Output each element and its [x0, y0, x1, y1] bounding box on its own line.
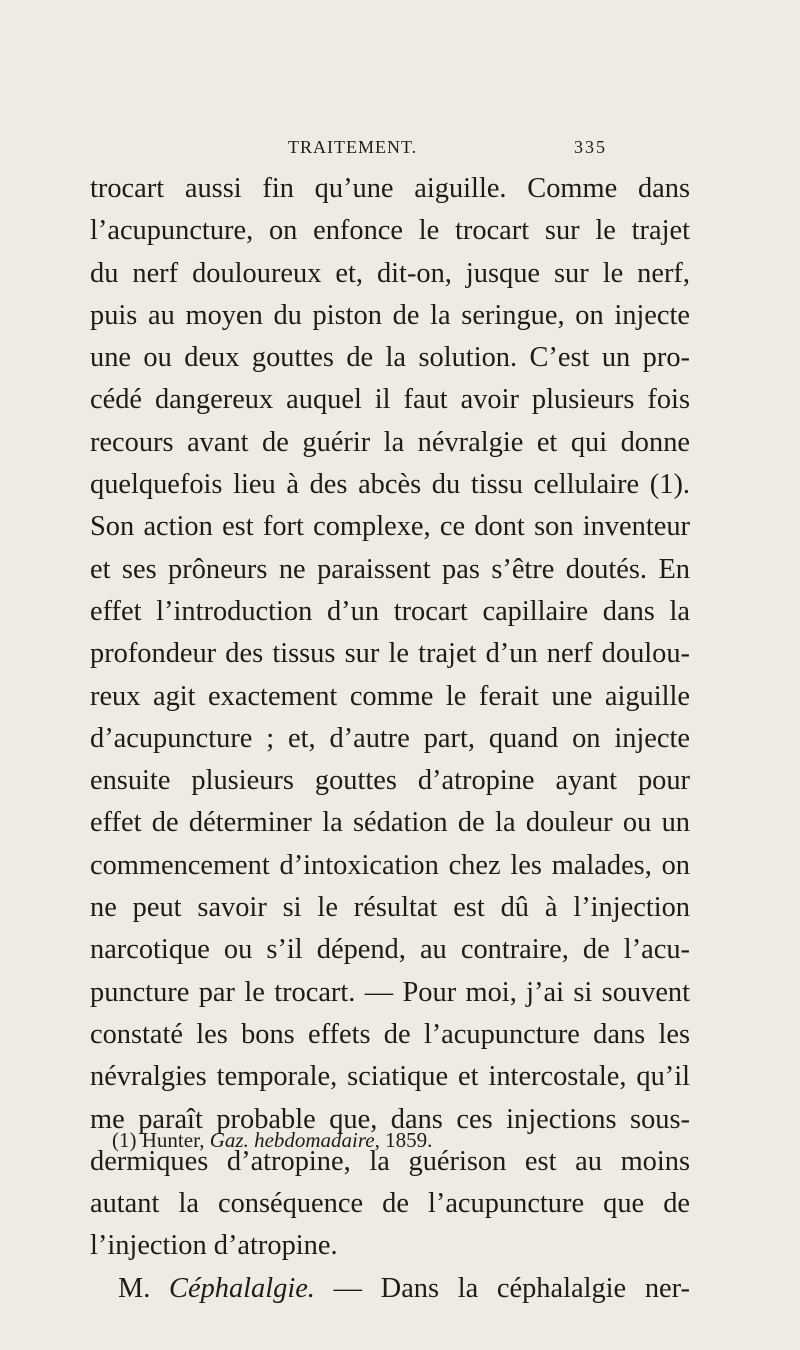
footnote [112, 1128, 432, 1153]
text-line: recours avant de guérir la névralgie et qui donne [90, 426, 690, 458]
text-line: autant la conséquence de l’acupuncture que de [90, 1188, 690, 1220]
text-line: profondeur des tissus sur le trajet d’un nerf doulou- [90, 638, 690, 670]
footnote-journal: Gaz. hebdomadaire, [209, 1128, 380, 1152]
section-line [90, 1268, 690, 1310]
text-line: narcotique ou s’il dépend, au contraire, de l’acu- [90, 934, 690, 966]
text-line: névralgies temporale, sciatique et intercostale, qu’il [90, 1061, 690, 1093]
text-line: quelquefois lieu à des abcès du tissu cellulaire (1). [90, 469, 690, 501]
text-line: puncture par le trocart. — Pour moi, j’ai si souvent [90, 976, 690, 1008]
text-line: constaté les bons effets de l’acupuncture dans les [90, 1018, 690, 1050]
text-line: et ses prôneurs ne paraissent pas s’être doutés. En [90, 553, 690, 585]
running-title: TRAITEMENT. [288, 137, 418, 157]
text-line: effet de déterminer la sédation de la douleur ou un [90, 807, 690, 839]
text-line: dermiques d’atropine, la guérison est au moins [90, 1145, 690, 1177]
text-line: l’injection d’atropine. [90, 1230, 338, 1262]
text-line: d’acupuncture ; et, d’autre part, quand on injecte [90, 722, 690, 754]
section-heading: Céphalalgie. [169, 1272, 315, 1304]
page-number: 335 [574, 137, 607, 157]
text-line: reux agit exactement comme le ferait une aiguille [90, 680, 690, 712]
section-text: — Dans la céphalalgie ner- [333, 1272, 690, 1304]
text-line: trocart aussi fin qu’une aiguille. Comme dans [90, 173, 690, 204]
text-line: puis au moyen du piston de la seringue, on injecte [90, 299, 690, 331]
text-line: Son action est fort complexe, ce dont son inventeur [90, 511, 690, 543]
footnote-marker: (1) [112, 1128, 137, 1152]
text-line: une ou deux gouttes de la solution. C’est un pro- [90, 342, 690, 374]
text-line: commencement d’intoxication chez les malades, on [90, 849, 690, 881]
section-label: M. [118, 1272, 151, 1304]
text-line: du nerf douloureux et, dit-on, jusque sur le nerf, [90, 257, 690, 289]
text-line: ensuite plusieurs gouttes d’atropine ayant pour [90, 765, 690, 797]
text-line: l’acupuncture, on enfonce le trocart sur le trajet [90, 215, 690, 247]
text-line: ne peut savoir si le résultat est dû à l’injection [90, 892, 690, 924]
text-line: effet l’introduction d’un trocart capillaire dans la [90, 595, 690, 627]
footnote-author: Hunter, [141, 1128, 205, 1152]
text-line: cédé dangereux auquel il faut avoir plusieurs fois [90, 384, 690, 416]
footnote-year: 1859. [385, 1128, 433, 1152]
text-line: me paraît probable que, dans ces injections sous- [90, 1103, 690, 1135]
